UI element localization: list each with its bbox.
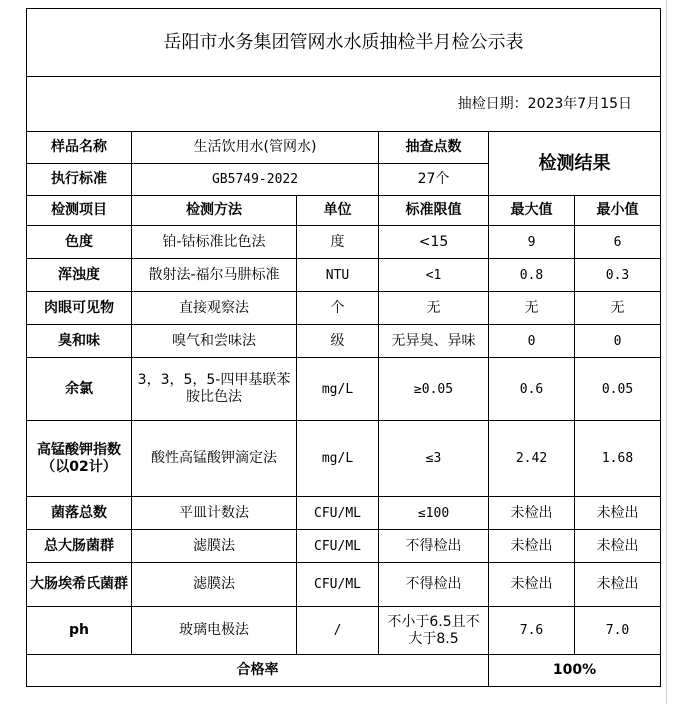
table-row	[27, 607, 661, 655]
row-limit: 不得检出	[379, 563, 489, 607]
row-item: 色度	[27, 226, 132, 259]
row-min: 未检出	[575, 563, 661, 607]
row-limit: 无异臭、异味	[379, 325, 489, 358]
row-method: 散射法-福尔马肼标准	[132, 259, 297, 292]
points-value: 27个	[379, 164, 489, 196]
row-max: 未检出	[489, 530, 575, 563]
row-max: 无	[489, 292, 575, 325]
pass-rate-row	[27, 655, 661, 687]
standard-label: 执行标准	[27, 164, 132, 196]
row-min: 未检出	[575, 497, 661, 530]
row-min: 无	[575, 292, 661, 325]
row-method: 嗅气和尝味法	[132, 325, 297, 358]
pass-rate-label: 合格率	[27, 655, 489, 687]
row-limit: 不得检出	[379, 530, 489, 563]
header-row	[27, 196, 661, 226]
row-method: 酸性高锰酸钾滴定法	[132, 421, 297, 497]
col-header-max: 最大值	[489, 196, 575, 226]
row-item: 浑浊度	[27, 259, 132, 292]
row-unit: 个	[297, 292, 379, 325]
row-method: 铂-钴标准比色法	[132, 226, 297, 259]
row-max: 未检出	[489, 497, 575, 530]
row-item: 余氯	[27, 358, 132, 421]
row-item: ph	[27, 607, 132, 655]
col-header-item: 检测项目	[27, 196, 132, 226]
row-unit: NTU	[297, 259, 379, 292]
row-method: 滤膜法	[132, 563, 297, 607]
row-item: 菌落总数	[27, 497, 132, 530]
inspection-table	[26, 8, 661, 687]
row-method: 滤膜法	[132, 530, 297, 563]
sample-name-label: 样品名称	[27, 132, 132, 164]
row-max: 7.6	[489, 607, 575, 655]
row-unit: mg/L	[297, 421, 379, 497]
row-item: 肉眼可见物	[27, 292, 132, 325]
sample-name-value: 生活饮用水(管网水)	[132, 132, 379, 164]
table-row	[27, 497, 661, 530]
table-row	[27, 259, 661, 292]
row-item: 臭和味	[27, 325, 132, 358]
row-min: 0.05	[575, 358, 661, 421]
row-item: 总大肠菌群	[27, 530, 132, 563]
row-min: 6	[575, 226, 661, 259]
table-title: 岳阳市水务集团管网水水质抽检半月检公示表	[27, 9, 661, 77]
col-header-unit: 单位	[297, 196, 379, 226]
row-item: 大肠埃希氏菌群	[27, 563, 132, 607]
row-max: 0.6	[489, 358, 575, 421]
row-limit: ≤3	[379, 421, 489, 497]
table-row	[27, 563, 661, 607]
standard-value: GB5749-2022	[132, 164, 379, 196]
row-limit: ≥0.05	[379, 358, 489, 421]
table-row	[27, 292, 661, 325]
row-method: 玻璃电极法	[132, 607, 297, 655]
row-unit: /	[297, 607, 379, 655]
row-max: 2.42	[489, 421, 575, 497]
row-unit: 度	[297, 226, 379, 259]
row-min: 0	[575, 325, 661, 358]
result-heading: 检测结果	[489, 132, 661, 196]
row-max: 未检出	[489, 563, 575, 607]
row-min: 7.0	[575, 607, 661, 655]
row-unit: CFU/ML	[297, 563, 379, 607]
row-limit: <1	[379, 259, 489, 292]
table-row	[27, 325, 661, 358]
row-max: 0	[489, 325, 575, 358]
row-item: 高锰酸钾指数（以02计）	[27, 421, 132, 497]
sheet-edge-line	[666, 0, 667, 704]
row-method: 直接观察法	[132, 292, 297, 325]
pass-rate-value: 100%	[489, 655, 661, 687]
col-header-method: 检测方法	[132, 196, 297, 226]
table-row	[27, 421, 661, 497]
row-method: 平皿计数法	[132, 497, 297, 530]
points-label: 抽查点数	[379, 132, 489, 164]
table-row	[27, 226, 661, 259]
row-limit: ≤100	[379, 497, 489, 530]
inspection-date: 抽检日期：2023年7月15日	[27, 77, 661, 132]
row-unit: mg/L	[297, 358, 379, 421]
col-header-limit: 标准限值	[379, 196, 489, 226]
row-max: 9	[489, 226, 575, 259]
row-min: 1.68	[575, 421, 661, 497]
row-min: 未检出	[575, 530, 661, 563]
col-header-min: 最小值	[575, 196, 661, 226]
row-limit: 无	[379, 292, 489, 325]
row-unit: CFU/ML	[297, 497, 379, 530]
row-limit: <15	[379, 226, 489, 259]
row-unit: CFU/ML	[297, 530, 379, 563]
row-limit: 不小于6.5且不大于8.5	[379, 607, 489, 655]
row-max: 0.8	[489, 259, 575, 292]
row-unit: 级	[297, 325, 379, 358]
row-min: 0.3	[575, 259, 661, 292]
row-method: 3，3，5，5-四甲基联苯胺比色法	[132, 358, 297, 421]
table-row	[27, 358, 661, 421]
table-row	[27, 530, 661, 563]
